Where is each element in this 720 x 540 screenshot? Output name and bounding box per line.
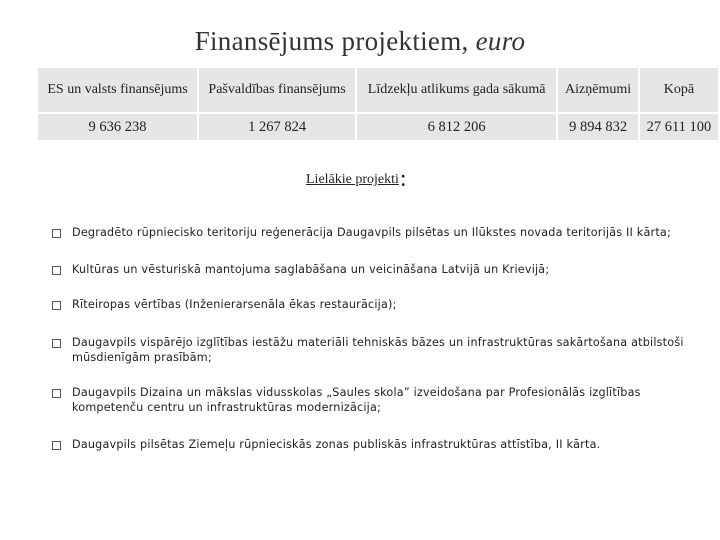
section-heading-colon: : [399,166,407,192]
project-text: Daugavpils Dizaina un mākslas vidusskolas „Saules skola” izveidošana par Profesionālās izglītības kompetenču centru un infrastruktūras modernizācija; [72,386,641,414]
project-text: Daugavpils pilsētas Ziemeļu rūpnieciskās zonas publiskās infrastruktūras attīstība, II kārta. [72,438,601,451]
value-total: 27 611 100 [638,114,718,140]
section-heading-label: Lielākie projekti [306,172,399,187]
square-bullet-icon [52,229,61,238]
table-header-row [38,68,718,114]
title-currency: euro [475,26,526,56]
project-text: Kultūras un vēsturiskā mantojuma saglabāšana un veicināšana Latvijā un Krievijā; [72,263,550,276]
project-text: Degradēto rūpnieciskо teritoriju reģenerācija Daugavpils pilsētas un Ilūkstes novada teritorijās II kārta; [72,226,671,239]
section-heading [306,163,407,190]
value-loans: 9 894 832 [556,114,638,140]
square-bullet-icon [52,441,61,450]
title-main: Finansējums projektiem, [194,26,476,56]
header-balance-start-year: Līdzekļu atlikums gada sākumā [355,68,556,114]
value-eu-state-funding: 9 636 238 [38,114,197,140]
header-total: Kopā [638,68,718,114]
page-title [0,26,720,57]
square-bullet-icon [52,339,61,348]
square-bullet-icon [52,301,61,310]
header-eu-state-funding: ES un valsts finansējums [38,68,197,114]
header-municipal-funding: Pašvaldības finansējums [197,68,355,114]
project-text: Daugavpils vispārējo izglītības iestāžu materiāli tehniskās bāzes un infrastruktūras sakārtošana atbilstoši mūsdienīgām prasībām; [72,336,684,364]
square-bullet-icon [52,389,61,398]
header-loans: Aizņēmumi [556,68,638,114]
project-text: Rīteiropas vērtības (Inženierarsenāla ēkas restaurācija); [72,298,397,311]
table-row [38,114,718,140]
square-bullet-icon [52,266,61,275]
value-municipal-funding: 1 267 824 [197,114,355,140]
value-balance-start-year: 6 812 206 [355,114,556,140]
funding-table [38,68,718,140]
